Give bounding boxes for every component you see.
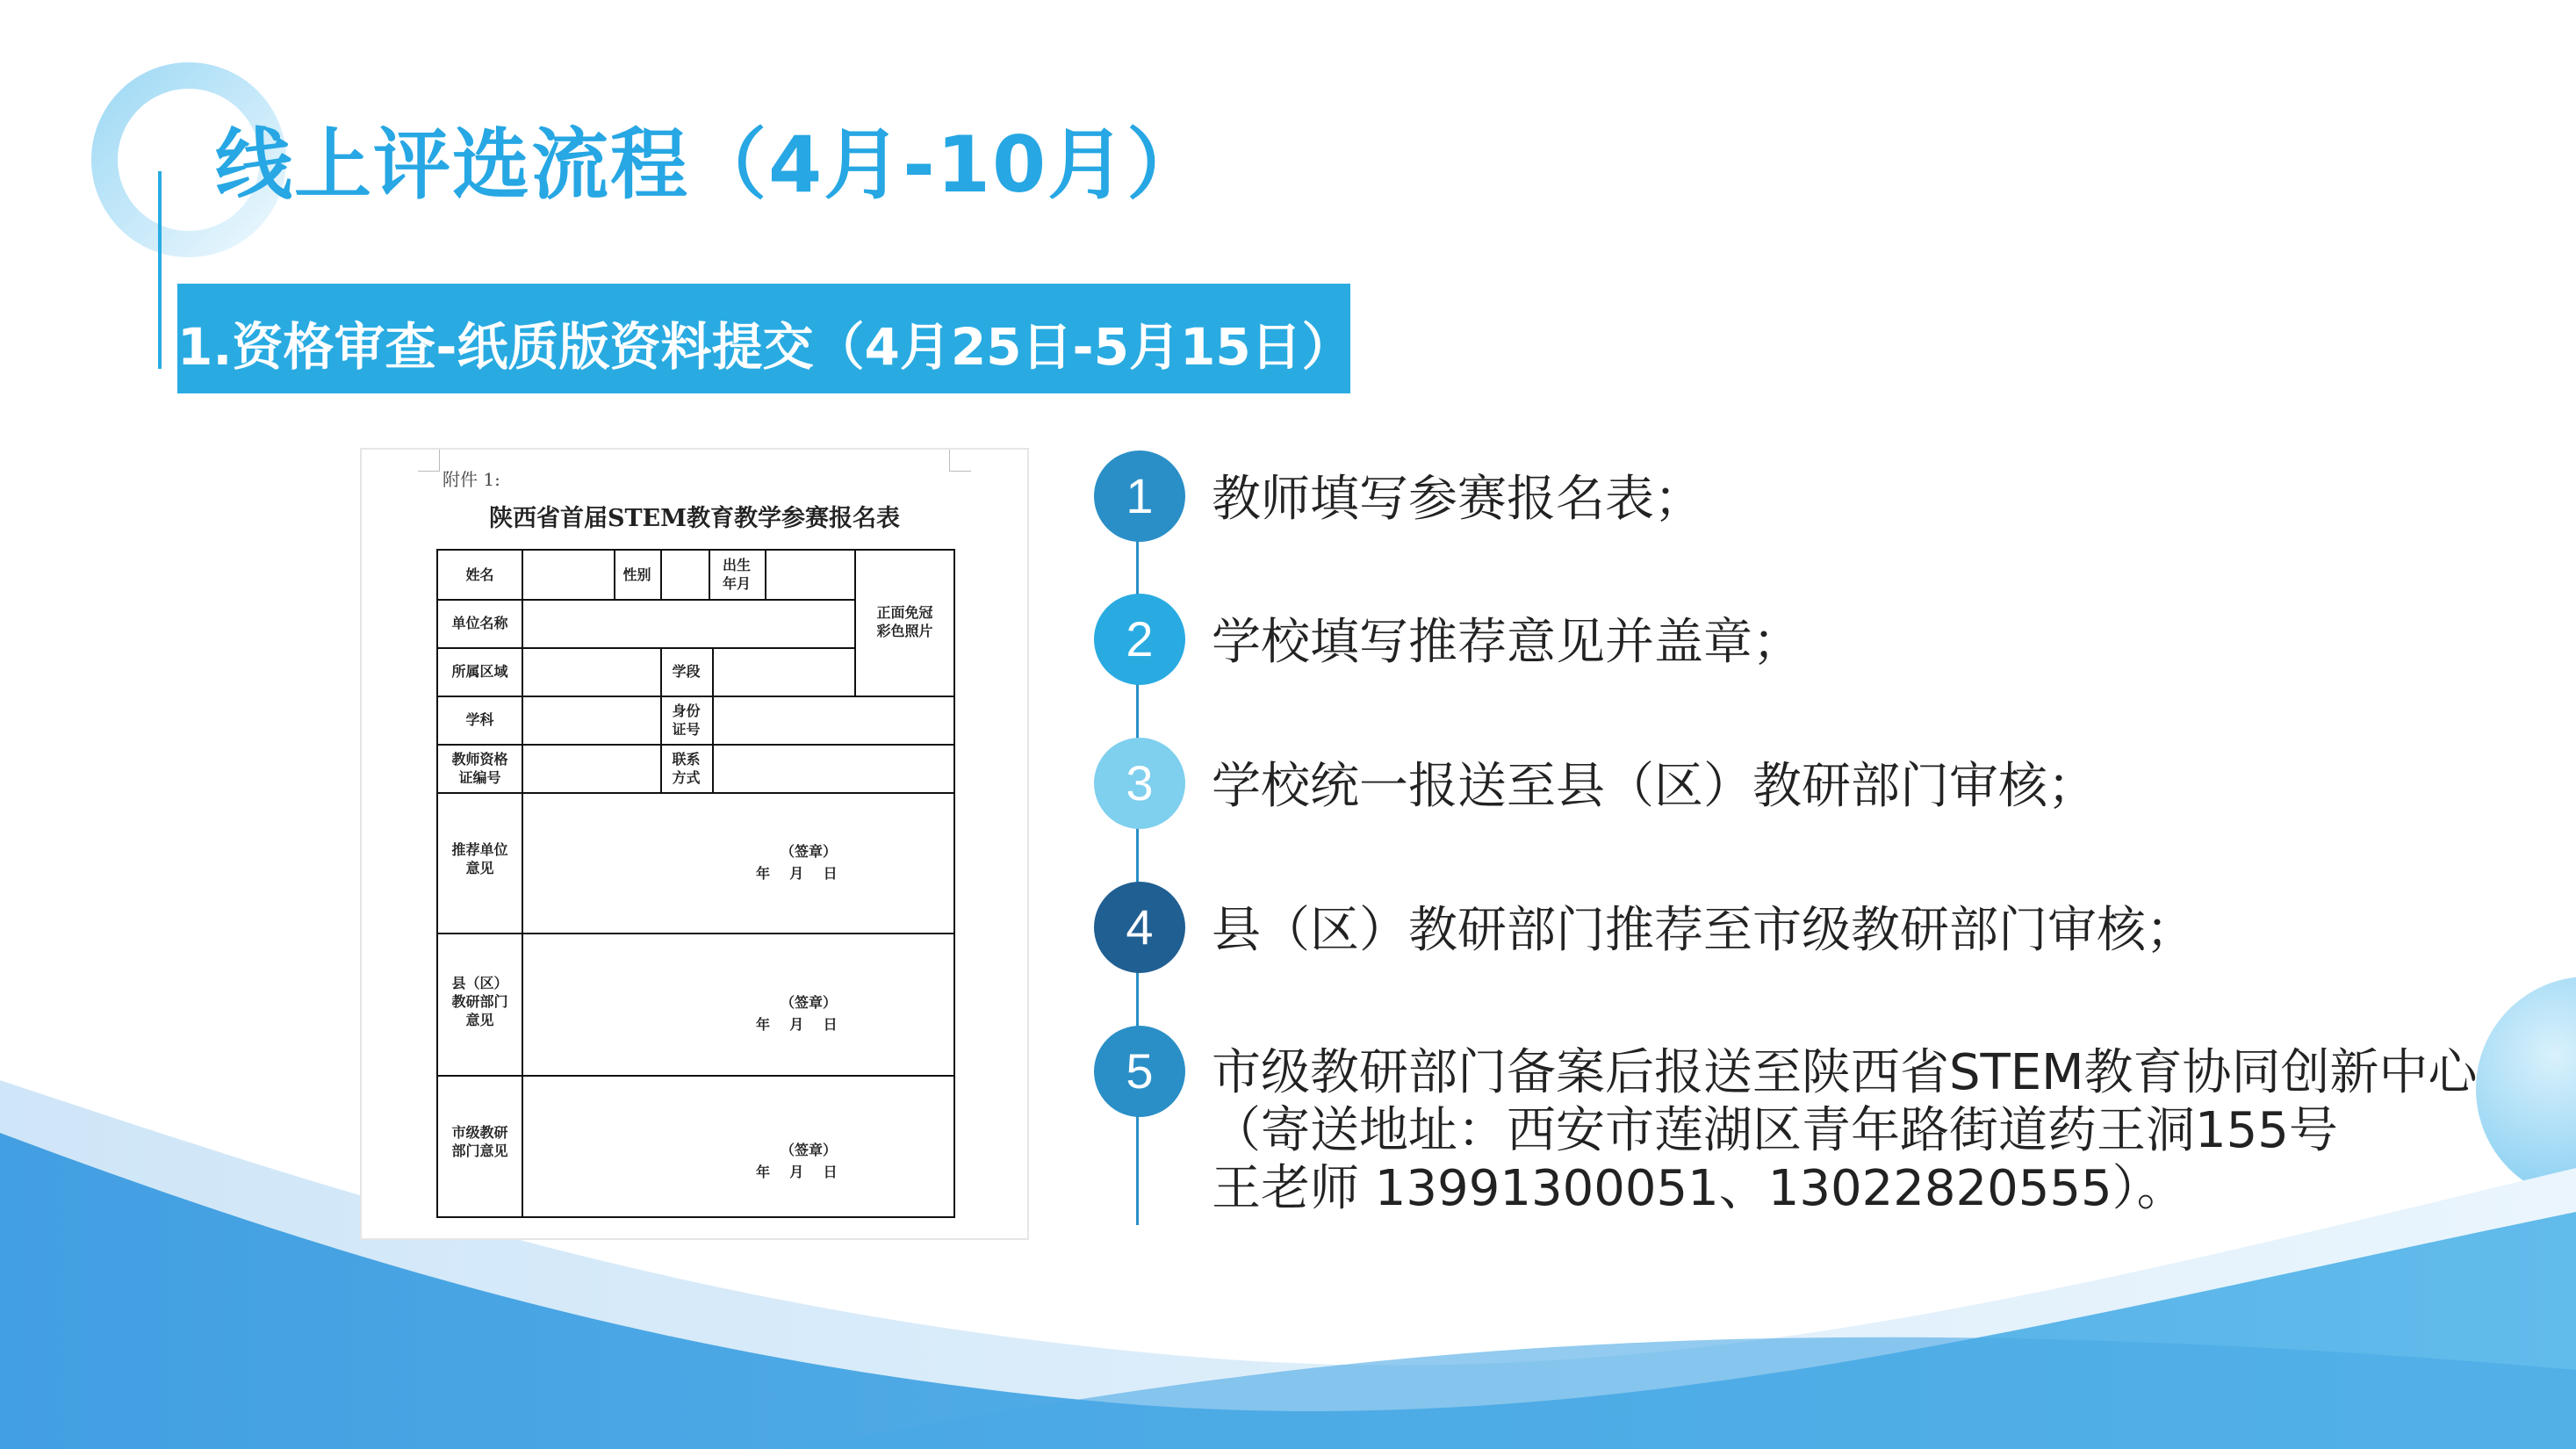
- step-5-text-line-1: 市级教研部门备案后报送至陕西省STEM教育协同创新中心: [1212, 1044, 2478, 1101]
- form-label-cert: 教师资格 证编号: [451, 751, 508, 786]
- table-rule: [712, 696, 714, 792]
- step-4-text: 县（区）教研部门推荐至市级教研部门审核；: [1212, 902, 2195, 959]
- step-4-badge: 4: [1094, 882, 1185, 973]
- table-rule: [438, 696, 955, 697]
- form-label-opinion-county: 县（区） 教研部门 意见: [451, 975, 508, 1028]
- form-label-subject: 学科: [465, 711, 494, 728]
- step-5-text-line-2: （寄送地址：西安市莲湖区青年路街道药王洞155号: [1212, 1102, 2338, 1159]
- form-label-opinion-school: 推荐单位 意见: [451, 841, 508, 876]
- step-3-badge: 3: [1094, 738, 1185, 829]
- crop-mark: [949, 450, 971, 472]
- stamp-label: （签章）: [781, 994, 838, 1011]
- step-1-badge: 1: [1094, 451, 1185, 542]
- form-label-region: 所属区域: [451, 663, 508, 680]
- step-2-text: 学校填写推荐意见并盖章；: [1212, 614, 1802, 671]
- form-label-name: 姓名: [465, 566, 494, 583]
- form-label-id: 身份 证号: [672, 703, 701, 738]
- table-rule: [438, 1075, 955, 1077]
- subtitle-text: 1.资格审查-纸质版资料提交（4月25日-5月15日）: [177, 317, 1353, 377]
- form-label-stage: 学段: [672, 663, 701, 680]
- form-label-opinion-city: 市级教研 部门意见: [451, 1124, 508, 1159]
- step-5-text-line-3: 王老师 13991300051、13022820555）。: [1212, 1160, 2186, 1217]
- table-rule: [660, 551, 662, 599]
- slide-title: 线上评选流程（4月-10月）: [215, 119, 1206, 210]
- form-title: 陕西省首届STEM教育教学参赛报名表: [488, 505, 901, 532]
- form-label-contact: 联系 方式: [672, 751, 701, 786]
- form-label-photo: 正面免冠 彩色照片: [876, 604, 933, 639]
- registration-form-image: [360, 448, 1029, 1240]
- table-rule: [438, 933, 955, 934]
- table-rule: [438, 599, 854, 601]
- table-rule: [438, 647, 854, 649]
- step-2-badge: 2: [1094, 594, 1185, 685]
- crop-mark: [418, 450, 440, 472]
- date-label: 年 月 日: [756, 865, 838, 882]
- form-label-unit: 单位名称: [451, 615, 508, 631]
- table-rule: [438, 744, 955, 746]
- step-3-text: 学校统一报送至县（区）教研部门审核；: [1212, 758, 2097, 815]
- form-label-gender: 性别: [622, 566, 651, 583]
- table-rule: [522, 551, 523, 1216]
- form-label-birth: 出生 年月: [722, 557, 751, 592]
- date-label: 年 月 日: [756, 1016, 838, 1033]
- step-5-badge: 5: [1094, 1026, 1185, 1117]
- form-annex-label: 附件 1:: [443, 469, 500, 490]
- form-table: [436, 549, 955, 1218]
- table-rule: [765, 551, 766, 599]
- table-rule: [438, 792, 955, 794]
- stamp-label: （签章）: [781, 843, 838, 860]
- step-1-text: 教师填写参赛报名表；: [1212, 471, 1703, 528]
- title-accent-line: [158, 171, 162, 369]
- stamp-label: （签章）: [781, 1142, 838, 1158]
- date-label: 年 月 日: [756, 1164, 838, 1180]
- table-rule: [712, 647, 714, 696]
